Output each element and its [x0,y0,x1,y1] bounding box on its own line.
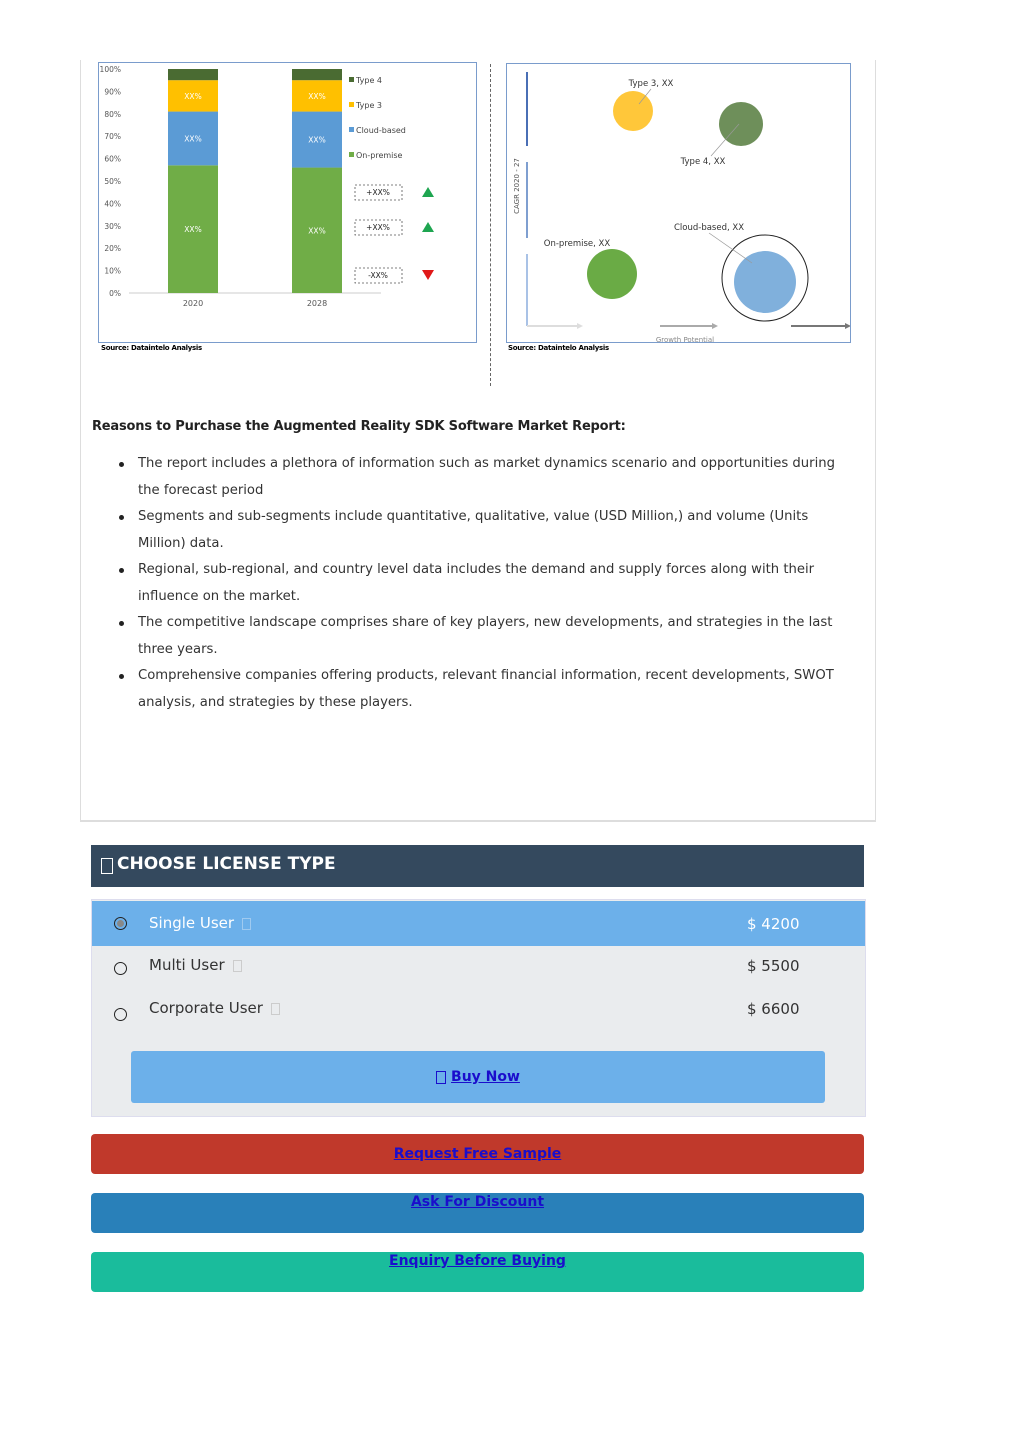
bubble [734,251,796,313]
request-sample-link[interactable]: Request Free Sample [393,1146,562,1162]
chart-separator [490,64,491,386]
legend-label: Cloud-based [356,126,406,135]
legend-swatch [349,152,354,157]
change-label: +XX% [366,223,390,232]
legend-label: Type 3 [356,101,383,110]
y-tick-label: 0% [109,289,121,298]
info-icon [233,960,242,972]
y-tick-label: 60% [104,154,121,164]
y-axis-label: CAGR 2020 - 27 [513,158,521,214]
arrow-icon [712,323,718,329]
legend-label: On-premise [356,151,403,160]
info-icon [271,1003,280,1015]
license-panel [91,899,866,1117]
y-tick-label: 70% [104,132,121,142]
reason-item: The report includes a plethora of information such as market dynamics scenario and opportunities during the forecast period [138,451,858,504]
y-tick-label: 100% [99,65,121,74]
change-label: -XX% [368,271,388,280]
bar-data-label: XX% [308,135,326,145]
legend-swatch [349,127,354,132]
reason-item: Regional, sub-regional, and country level data includes the demand and supply forces along with their influence on the market. [138,557,858,610]
reasons-list [138,451,858,716]
bar-data-label: XX% [184,91,202,101]
bubble-chart [507,64,850,342]
license-price-multi: $ 5500 [747,957,800,975]
bar-data-label: XX% [184,225,202,235]
license-header [91,845,864,887]
license-option-multi[interactable] [92,946,865,991]
enquiry-link[interactable]: Enquiry Before Buying [389,1253,566,1269]
bubble [587,249,637,299]
license-price-single: $ 4200 [747,915,800,933]
x-tick-label: 2028 [306,299,328,308]
cart-icon [101,858,113,874]
stacked-bar-chart [99,63,476,342]
legend-swatch [349,102,354,107]
enquiry-button[interactable] [91,1252,864,1292]
request-sample-button[interactable] [91,1134,864,1174]
buy-now-button[interactable] [131,1051,825,1103]
reason-item: Comprehensive companies offering products, relevant financial information, recent developments, SWOT analysis, and strategies by these players. [138,663,858,716]
leader-line [709,233,752,263]
license-label-single: Single User [149,914,235,932]
up-arrow-icon [422,222,434,232]
license-option-corporate[interactable] [92,989,865,1034]
y-tick-label: 90% [104,87,121,97]
reason-item: Segments and sub-segments include quantitative, qualitative, value (USD Million,) and volume (Units Million) data. [138,504,858,557]
bubble-label: Type 4, XX [680,157,726,167]
x-tick-label: 2020 [182,299,204,308]
license-label-multi: Multi User [149,956,225,974]
y-tick-label: 10% [104,266,121,276]
license-price-corporate: $ 6600 [747,1000,800,1018]
bubble-label: On-premise, XX [543,239,611,249]
radio-multi[interactable] [114,962,127,975]
license-option-single[interactable] [92,901,865,946]
arrow-icon [577,323,583,329]
bar-data-label: XX% [308,226,326,236]
change-label: +XX% [366,188,390,197]
bubble-chart-panel [506,63,851,343]
info-icon [242,918,251,930]
arrow-icon [845,323,850,329]
bubble-chart-source: Source: Dataintelo Analysis [508,344,609,352]
legend-swatch [349,77,354,82]
bar-data-label: XX% [308,91,326,101]
radio-single[interactable] [114,917,127,930]
y-tick-label: 20% [104,244,121,254]
bubble-label: Cloud-based, XX [673,223,745,233]
x-axis-label: Growth Potential [655,336,715,342]
y-tick-label: 80% [104,109,121,119]
y-tick-label: 30% [104,221,121,231]
up-arrow-icon [422,187,434,197]
buy-now-label: Buy Now [451,1069,520,1085]
bar-segment [292,69,342,80]
legend-label: Type 4 [356,76,383,85]
cart-icon [436,1071,446,1084]
bar-chart-source: Source: Dataintelo Analysis [101,344,202,352]
bubble-label: Type 3, XX [628,79,674,89]
bar-segment [168,69,218,80]
bar-data-label: XX% [184,134,202,144]
ask-discount-link[interactable]: Ask For Discount [410,1194,545,1210]
y-tick-label: 50% [104,177,121,186]
license-label-corporate: Corporate User [149,999,263,1017]
reasons-title: Reasons to Purchase the Augmented Reality SDK Software Market Report: [92,419,626,434]
ask-discount-button[interactable] [91,1193,864,1233]
bubble [613,91,653,131]
bar-chart-panel [98,62,477,343]
down-arrow-icon [422,270,434,280]
y-tick-label: 40% [104,199,121,209]
reason-item: The competitive landscape comprises share of key players, new developments, and strategies in the last three years. [138,610,858,663]
radio-corporate[interactable] [114,1008,127,1021]
buy-now-link[interactable] [436,1069,520,1085]
license-title: CHOOSE LICENSE TYPE [117,854,336,874]
